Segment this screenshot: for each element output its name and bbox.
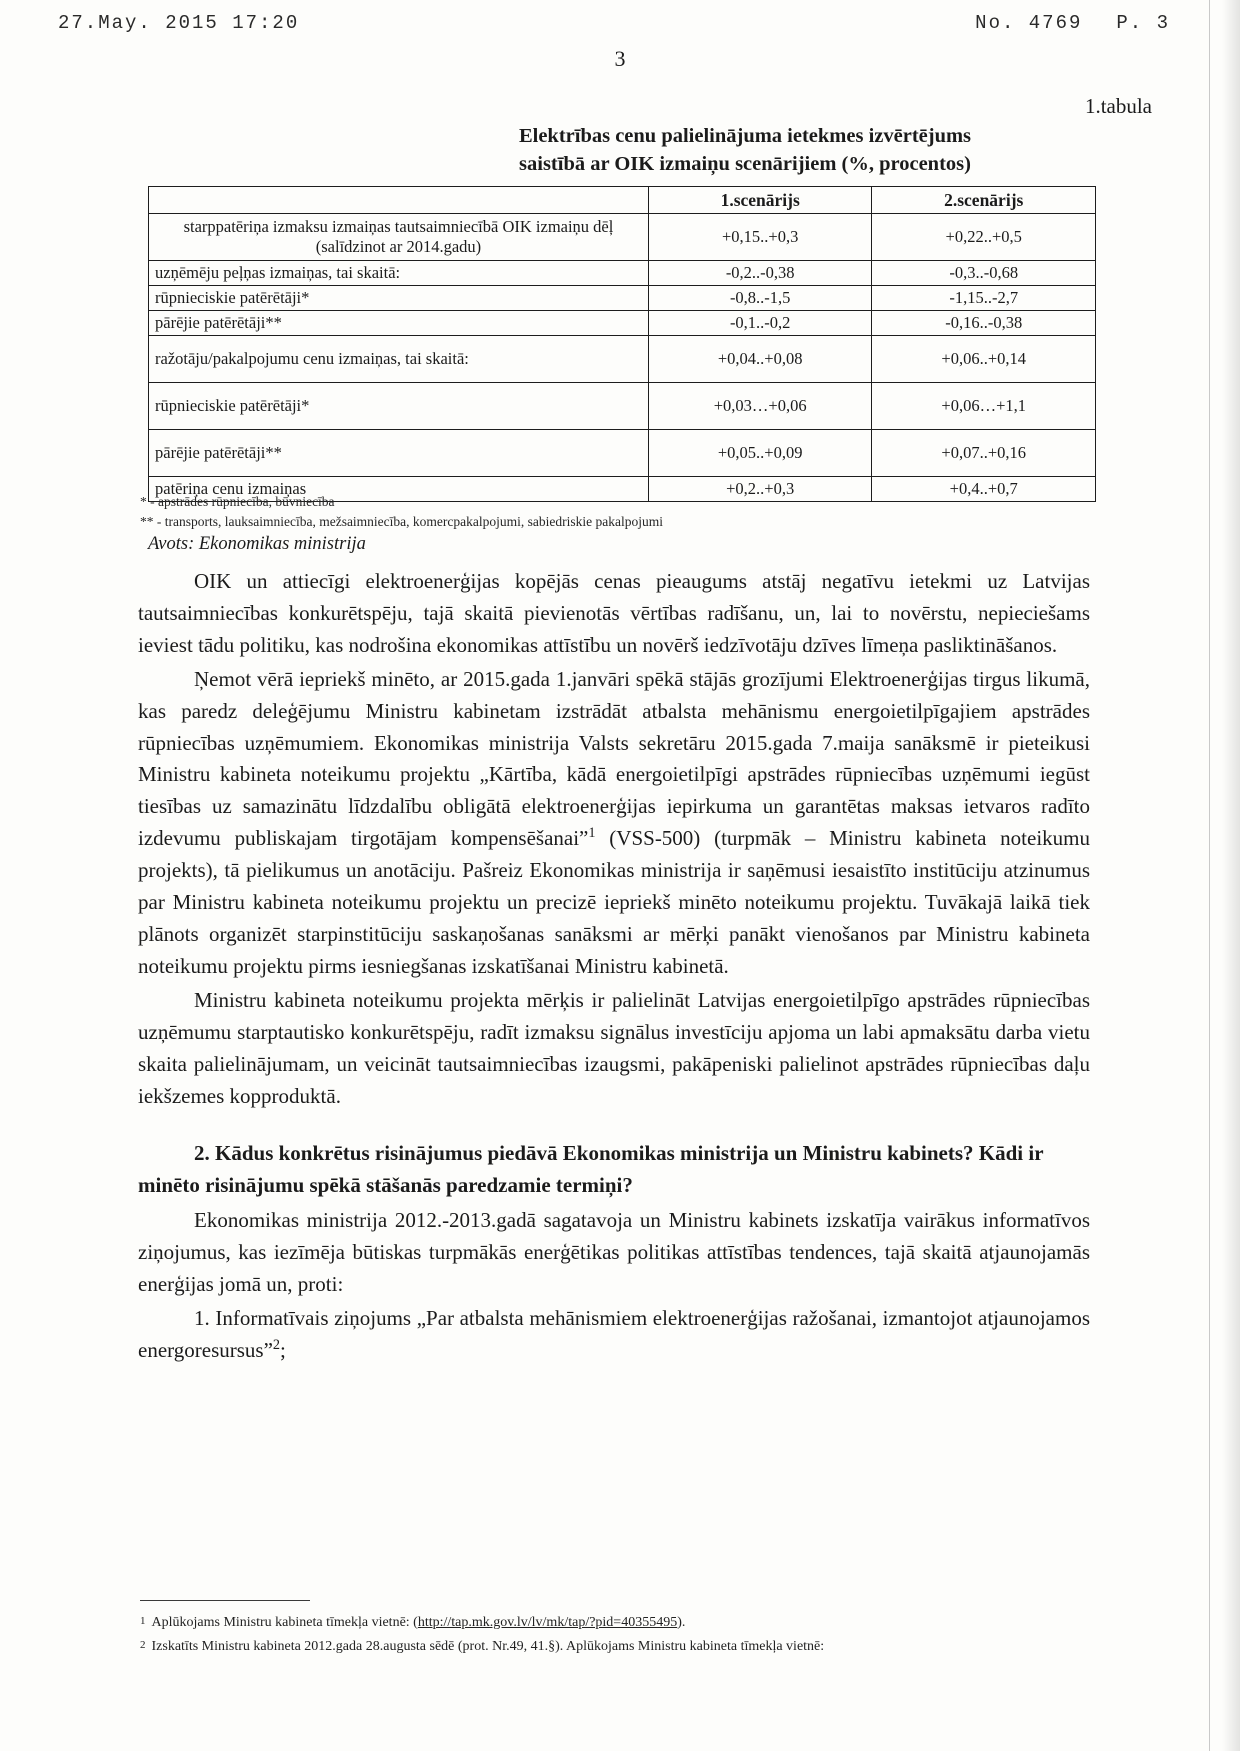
- paragraph-5-end: ;: [280, 1338, 286, 1363]
- table-title: [320, 122, 1170, 179]
- table-row: [149, 336, 1096, 383]
- table-title-line2: saistībā ar OIK izmaiņu scenārijiem (%, procentos): [519, 153, 971, 176]
- table-row: [149, 261, 1096, 286]
- table-row: [149, 311, 1096, 336]
- footnote-ref-1: 1: [588, 825, 596, 842]
- table-row: [149, 286, 1096, 311]
- row-value-s2: +0,4..+0,7: [872, 477, 1096, 502]
- paragraph-2: [138, 664, 1090, 983]
- fax-document-number: No. 4769: [975, 12, 1083, 34]
- row-label: patēriņa cenu izmaiņas: [149, 477, 649, 502]
- footnote-number: 1: [140, 1615, 146, 1627]
- table-header-scenario-1: 1.scenārijs: [648, 187, 872, 214]
- row-value-s2: +0,06…+1,1: [872, 383, 1096, 430]
- fax-page-mark: P. 3: [1116, 12, 1170, 34]
- question-heading: 2. Kādus konkrētus risinājumus piedāvā Ekonomikas ministrija un Ministru kabinets? Kādi ir minēto risinājumu spēkā stāšanās paredzamie termiņi?: [138, 1141, 1044, 1197]
- row-value-s1: +0,04..+0,08: [648, 336, 872, 383]
- row-value-s1: -0,1..-0,2: [648, 311, 872, 336]
- table-title-line1: Elektrības cenu palielinājuma ietekmes izvērtējums: [518, 125, 972, 147]
- fax-header: [58, 12, 1170, 34]
- table-row: [149, 383, 1096, 430]
- row-value-s1: +0,05..+0,09: [648, 430, 872, 477]
- paragraph-4: Ekonomikas ministrija 2012.-2013.gadā sagatavoja un Ministru kabinets izskatīja vairākus informatīvos ziņojumus, kas iezīmēja būtiskas turpmākās enerģētikas politikas attīstības tendences, tajā skaitā atjaunojamās enerģijas jomā un, proti:: [138, 1208, 1090, 1297]
- data-table: [148, 186, 1096, 502]
- row-value-s1: -0,8..-1,5: [648, 286, 872, 311]
- table-notes: [140, 492, 663, 531]
- row-value-s2: -1,15..-2,7: [872, 286, 1096, 311]
- paragraph-5-text: 1. Informatīvais ziņojums „Par atbalsta mehānismiem elektroenerģijas ražošanai, izmantojot atjaunojamos energoresursus”: [138, 1306, 1090, 1363]
- table-header-row: [149, 187, 1096, 214]
- page-number: 3: [614, 46, 626, 71]
- footnote-item: [140, 1612, 1170, 1633]
- paragraph-2-continued: (VSS-500) (turpmāk – Ministru kabineta noteikumu projekts), tā pielikumus un anotāciju. Pašreiz Ekonomikas ministrija ir saņēmusi iesaistīto institūciju atzinumus par Ministru kabineta noteikumu projektu un precizē iepriekš minēto noteikumu projektu. Tuvākajā laikā tiek plānots organizēt starpinstitūciju saskaņošanas sanāksmi ar mērķi panākt vienošanos par Ministru kabineta noteikumu projektu pirms iesniegšanas izskatīšanai Ministru kabinetā.: [138, 826, 1091, 978]
- table-row: [149, 214, 1096, 261]
- footnotes: [140, 1612, 1170, 1660]
- row-value-s2: -0,3..-0,68: [872, 261, 1096, 286]
- row-label: rūpnieciskie patērētāji*: [149, 383, 649, 430]
- fax-timestamp: 27.May. 2015 17:20: [58, 12, 300, 34]
- row-label: pārējie patērētāji**: [149, 430, 649, 477]
- footnote-text-before: Aplūkojams Ministru kabineta tīmekļa vietnē: (: [151, 1615, 418, 1630]
- scan-edge-line: [1209, 0, 1210, 1751]
- footnote-text: Izskatīts Ministru kabineta 2012.gada 28.augusta sēdē (prot. Nr.49, 41.§). Aplūkojams Ministru kabineta tīmekļa vietnē:: [151, 1639, 825, 1654]
- table-header-scenario-2: 2.scenārijs: [872, 187, 1096, 214]
- paragraph-5: [138, 1303, 1090, 1367]
- table-source: Avots: Ekonomikas ministrija: [148, 534, 366, 554]
- row-value-s1: +0,03…+0,06: [648, 383, 872, 430]
- row-value-s1: +0,2..+0,3: [648, 477, 872, 502]
- paragraph-2-text: Ņemot vērā iepriekš minēto, ar 2015.gada 1.janvāri spēkā stājās grozījumi Elektroenerģijas tirgus likumā, kas paredz deleģējumu Ministru kabinetam izstrādāt atbalsta mehānismu energoietilpīgajiem apstrādes rūpniecības uzņēmumiem. Ekonomikas ministrija Valsts sekretāru 2015.gada 7.maija sanāksmē ir pieteikusi Ministru kabineta noteikumu projektu „Kārtība, kādā energoietilpīgi apstrādes rūpniecības uzņēmumi iegūst tiesības uz samazinātu līdzdalību obligātā elektroenerģijas iepirkuma un garantētas maksas ietvaros radīto izdevumu publiskajam tirgotājam kompensēšanai”: [138, 666, 1090, 851]
- paragraph-1: OIK un attiecīgi elektroenerģijas kopējās cenas pieaugums atstāj negatīvu ietekmi uz Latvijas tautsaimniecības konkurētspēju, tajā skaitā pievienotās vērtības radīšanu, un, lai to novērstu, nepieciešams ieviest tādu politiku, kas nodrošina ekonomikas attīstību un novērš iedzīvotāju dzīves līmeņa pasliktināšanos.: [138, 569, 1090, 657]
- row-label: ražotāju/pakalpojumu cenu izmaiņas, tai skaitā:: [149, 336, 649, 383]
- table-caption-label: 1.tabula: [1084, 94, 1152, 118]
- footnote-number: 2: [140, 1639, 146, 1651]
- footnote-divider: [140, 1600, 310, 1601]
- table-note-single-star: * - apstrādes rūpniecība, būvniecība: [140, 494, 335, 509]
- row-label: pārējie patērētāji**: [149, 311, 649, 336]
- table-header-blank: [149, 187, 649, 214]
- row-label: starppatēriņa izmaksu izmaiņas tautsaimniecībā OIK izmaiņu dēļ (salīdzinot ar 2014.gadu): [149, 214, 649, 261]
- row-label: rūpnieciskie patērētāji*: [149, 286, 649, 311]
- body-text: [138, 566, 1090, 1367]
- paragraph-3: Ministru kabineta noteikumu projekta mērķis ir palielināt Latvijas energoietilpīgo apstrādes rūpniecības uzņēmumu starptautisko konkurētspēju, radīt izmaksu signālus investīciju apjoma un labi apmaksātu darba vietu skaita palielinājumam, un veicināt tautsaimniecības izaugsmi, pakāpeniski palielinot apstrādes rūpniecības daļu iekšzemes kopproduktā.: [138, 987, 1090, 1108]
- table-note-double-star: ** - transports, lauksaimniecība, mežsaimniecība, komercpakalpojumi, sabiedriskie pakalpojumi: [140, 513, 663, 529]
- row-value-s2: -0,16..-0,38: [872, 311, 1096, 336]
- footnote-text-after: ).: [677, 1615, 686, 1630]
- table-row: [149, 430, 1096, 477]
- footnote-item: [140, 1636, 1170, 1657]
- row-value-s2: +0,07..+0,16: [872, 430, 1096, 477]
- footnote-text: [152, 1612, 686, 1633]
- row-value-s2: +0,06..+0,14: [872, 336, 1096, 383]
- row-value-s1: -0,2..-0,38: [648, 261, 872, 286]
- row-value-s2: +0,22..+0,5: [872, 214, 1096, 261]
- footnote-ref-2: 2: [272, 1337, 281, 1354]
- row-value-s1: +0,15..+0,3: [648, 214, 872, 261]
- footnote-link[interactable]: http://tap.mk.gov.lv/lv/mk/tap/?pid=40355495: [417, 1615, 678, 1630]
- row-label: uzņēmēju peļņas izmaiņas, tai skaitā:: [149, 261, 649, 286]
